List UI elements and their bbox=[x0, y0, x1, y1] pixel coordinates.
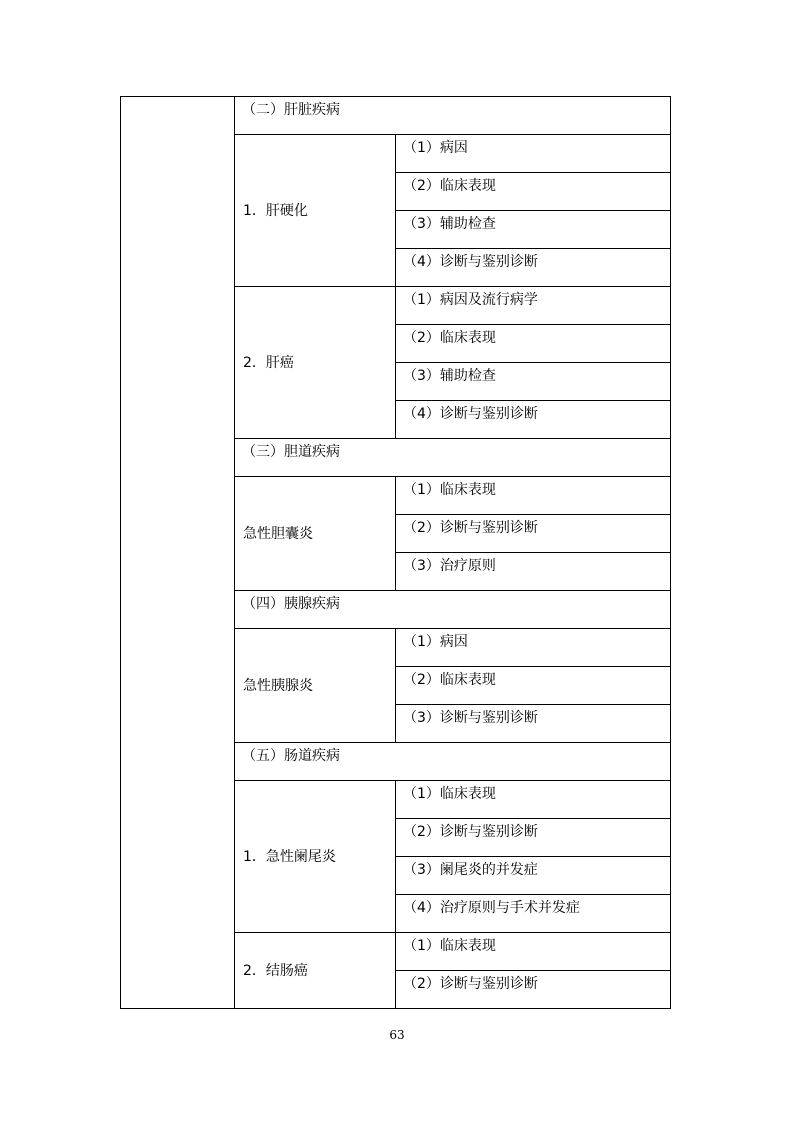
topic-item: （3）辅助检查 bbox=[396, 363, 671, 401]
topic-item: （4）诊断与鉴别诊断 bbox=[396, 401, 671, 439]
page-number: 63 bbox=[389, 1028, 405, 1042]
topic-item: （3）辅助检查 bbox=[396, 211, 671, 249]
category-cell bbox=[121, 97, 235, 1009]
topic-item: （2）临床表现 bbox=[396, 325, 671, 363]
topic-item: （1）临床表现 bbox=[396, 781, 671, 819]
topic-item: （2）临床表现 bbox=[396, 173, 671, 211]
section-title: （四）胰腺疾病 bbox=[235, 591, 671, 629]
topic-item: （1）病因 bbox=[396, 629, 671, 667]
disease-name: 2．肝癌 bbox=[235, 287, 396, 439]
disease-name: 1．急性阑尾炎 bbox=[235, 781, 396, 933]
topic-item: （2）临床表现 bbox=[396, 667, 671, 705]
topic-item: （4）诊断与鉴别诊断 bbox=[396, 249, 671, 287]
section-title: （三）胆道疾病 bbox=[235, 439, 671, 477]
topic-item: （4）治疗原则与手术并发症 bbox=[396, 895, 671, 933]
topic-item: （1）临床表现 bbox=[396, 933, 671, 971]
topic-item: （1）病因及流行病学 bbox=[396, 287, 671, 325]
syllabus-table bbox=[120, 96, 671, 1009]
syllabus-table-body bbox=[121, 97, 671, 1009]
section-title: （二）肝脏疾病 bbox=[235, 97, 671, 135]
section-title: （五）肠道疾病 bbox=[235, 743, 671, 781]
topic-item: （3）阑尾炎的并发症 bbox=[396, 857, 671, 895]
topic-item: （3）治疗原则 bbox=[396, 553, 671, 591]
disease-name: 2．结肠癌 bbox=[235, 933, 396, 1009]
disease-name: 1．肝硬化 bbox=[235, 135, 396, 287]
disease-name: 急性胰腺炎 bbox=[235, 629, 396, 743]
topic-item: （1）病因 bbox=[396, 135, 671, 173]
topic-item: （3）诊断与鉴别诊断 bbox=[396, 705, 671, 743]
topic-item: （1）临床表现 bbox=[396, 477, 671, 515]
topic-item: （2）诊断与鉴别诊断 bbox=[396, 515, 671, 553]
topic-item: （2）诊断与鉴别诊断 bbox=[396, 819, 671, 857]
disease-name: 急性胆囊炎 bbox=[235, 477, 396, 591]
topic-item: （2）诊断与鉴别诊断 bbox=[396, 971, 671, 1009]
